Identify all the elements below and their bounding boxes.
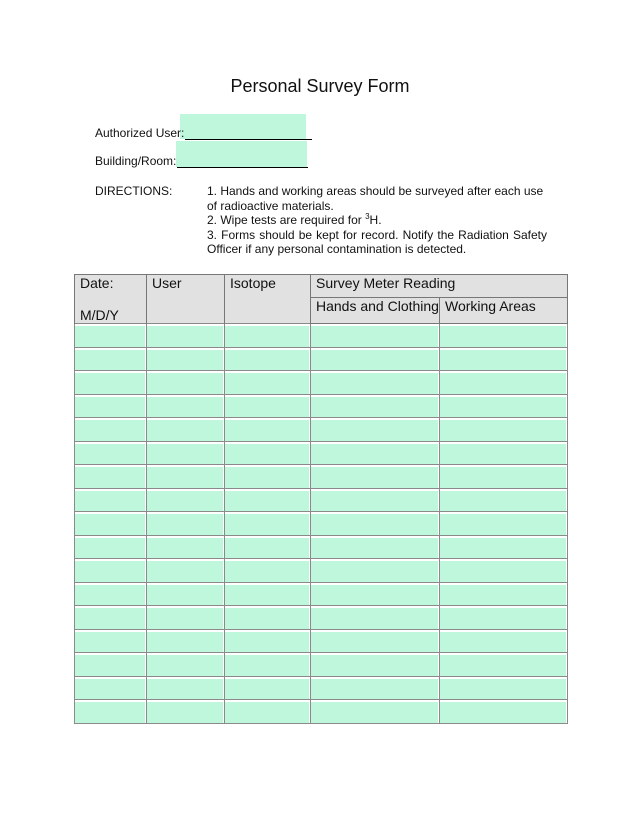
table-cell [75,629,147,653]
table-cell [147,629,225,653]
working-areas-input[interactable] [440,465,567,488]
hands-clothing-input[interactable] [311,583,439,606]
table-row [75,441,568,465]
user-input[interactable] [147,489,224,512]
table-row [75,418,568,442]
user-header: User [147,275,225,324]
table-cell [225,347,311,371]
hands-clothing-input[interactable] [311,465,439,488]
table-cell [311,700,440,724]
table-cell [311,394,440,418]
table-row [75,582,568,606]
building-room-label: Building/Room: [95,154,177,168]
hands-clothing-input[interactable] [311,324,439,347]
table-cell [311,676,440,700]
table-cell [147,653,225,677]
table-row [75,629,568,653]
table-cell [440,465,568,489]
table-cell [147,512,225,536]
hands-clothing-input[interactable] [311,348,439,371]
table-cell [147,418,225,442]
table-row [75,394,568,418]
user-input[interactable] [147,653,224,676]
isotope-input[interactable] [225,630,310,653]
table-row [75,700,568,724]
hands-clothing-input[interactable] [311,395,439,418]
direction-item-2-prefix: 2. Wipe tests are required for [207,213,366,228]
table-cell [75,653,147,677]
date-input[interactable] [75,700,146,723]
table-cell [75,347,147,371]
user-input[interactable] [147,583,224,606]
user-input[interactable] [147,395,224,418]
directions-list [207,184,547,257]
working-areas-header: Working Areas [440,298,568,324]
direction-item-2-suffix: H. [369,213,382,228]
isotope-input[interactable] [225,653,310,676]
user-input[interactable] [147,348,224,371]
working-areas-input[interactable] [440,489,567,512]
working-areas-input[interactable] [440,653,567,676]
table-row [75,559,568,583]
table-cell [225,559,311,583]
working-areas-input[interactable] [440,324,567,347]
date-input[interactable] [75,348,146,371]
isotope-input[interactable] [225,512,310,535]
hands-clothing-header: Hands and Clothing [311,298,440,324]
table-cell [75,606,147,630]
table-cell [225,324,311,348]
isotope-input[interactable] [225,700,310,723]
table-cell [75,371,147,395]
table-cell [440,653,568,677]
table-cell [440,418,568,442]
direction-item-2-superscript: 3 [365,212,370,222]
hands-clothing-input[interactable] [311,677,439,700]
hands-clothing-input[interactable] [311,606,439,629]
table-cell [225,606,311,630]
table-cell [440,347,568,371]
table-cell [225,465,311,489]
date-input[interactable] [75,512,146,535]
user-input[interactable] [147,442,224,465]
table-cell [311,606,440,630]
user-input[interactable] [147,700,224,723]
table-cell [147,606,225,630]
table-cell [75,465,147,489]
table-cell [440,700,568,724]
table-cell [440,606,568,630]
table-cell [311,347,440,371]
isotope-input[interactable] [225,489,310,512]
table-cell [147,582,225,606]
date-input[interactable] [75,371,146,394]
date-input[interactable] [75,324,146,347]
building-room-row [95,153,308,168]
date-input[interactable] [75,583,146,606]
table-cell [440,535,568,559]
table-cell [225,488,311,512]
table-row [75,676,568,700]
page-title: Personal Survey Form [230,76,410,96]
table-cell [75,512,147,536]
working-areas-input[interactable] [440,418,567,441]
hands-clothing-input[interactable] [311,536,439,559]
user-input[interactable] [147,324,224,347]
table-cell [311,324,440,348]
table-cell [440,582,568,606]
table-cell [311,465,440,489]
table-cell [225,676,311,700]
table-cell [225,535,311,559]
table-cell [311,371,440,395]
table-cell [75,700,147,724]
working-areas-input[interactable] [440,677,567,700]
hands-clothing-input[interactable] [311,559,439,582]
date-input[interactable] [75,536,146,559]
user-input[interactable] [147,418,224,441]
authorized-user-label: Authorized User: [95,126,185,140]
working-areas-input[interactable] [440,583,567,606]
table-cell [147,559,225,583]
table-cell [225,418,311,442]
table-cell [440,371,568,395]
table-cell [311,559,440,583]
date-header-label: Date: [80,275,114,291]
hands-clothing-input[interactable] [311,489,439,512]
directions-label: DIRECTIONS: [95,184,173,198]
table-cell [147,371,225,395]
isotope-input[interactable] [225,418,310,441]
hands-clothing-input[interactable] [311,700,439,723]
table-header-row [75,275,568,298]
table-row [75,488,568,512]
hands-clothing-input[interactable] [311,418,439,441]
user-input[interactable] [147,536,224,559]
table-cell [440,676,568,700]
date-input[interactable] [75,606,146,629]
user-input[interactable] [147,606,224,629]
table-cell [75,488,147,512]
working-areas-input[interactable] [440,606,567,629]
authorized-user-row [95,125,312,140]
date-input[interactable] [75,395,146,418]
table-cell [225,582,311,606]
table-cell [147,441,225,465]
working-areas-input[interactable] [440,630,567,653]
table-cell [75,535,147,559]
date-input[interactable] [75,559,146,582]
user-input[interactable] [147,559,224,582]
table-cell [440,324,568,348]
date-input[interactable] [75,418,146,441]
direction-item-2 [207,213,547,228]
hands-clothing-input[interactable] [311,442,439,465]
isotope-input[interactable] [225,348,310,371]
isotope-input[interactable] [225,583,310,606]
survey-log-table [74,274,568,724]
table-row [75,653,568,677]
working-areas-input[interactable] [440,536,567,559]
table-cell [311,629,440,653]
direction-item-1: 1. Hands and working areas should be surveyed after each use of radioactive materials. [207,184,544,213]
table-cell [75,559,147,583]
table-cell [311,653,440,677]
table-body [75,324,568,724]
table-cell [75,418,147,442]
table-cell [75,394,147,418]
table-cell [147,324,225,348]
table-cell [75,582,147,606]
isotope-header: Isotope [225,275,311,324]
table-cell [440,512,568,536]
user-input[interactable] [147,371,224,394]
working-areas-input[interactable] [440,700,567,723]
table-cell [311,418,440,442]
date-input[interactable] [75,489,146,512]
working-areas-input[interactable] [440,512,567,535]
table-row [75,465,568,489]
isotope-input[interactable] [225,677,310,700]
table-row [75,371,568,395]
hands-clothing-input[interactable] [311,630,439,653]
table-cell [440,559,568,583]
table-cell [225,700,311,724]
table-cell [147,535,225,559]
hands-clothing-input[interactable] [311,371,439,394]
date-input[interactable] [75,442,146,465]
table-cell [75,441,147,465]
user-input[interactable] [147,677,224,700]
table-row [75,324,568,348]
table-cell [311,441,440,465]
date-input[interactable] [75,653,146,676]
table-cell [225,394,311,418]
table-cell [225,371,311,395]
direction-item-3: 3. Forms should be kept for record. Notify the Radiation Safety Officer if any personal contamination is detected. [207,227,547,257]
table-cell [225,629,311,653]
table-cell [440,629,568,653]
isotope-input[interactable] [225,442,310,465]
working-areas-input[interactable] [440,348,567,371]
table-cell [75,324,147,348]
table-cell [147,465,225,489]
isotope-input[interactable] [225,606,310,629]
working-areas-input[interactable] [440,442,567,465]
table-cell [225,441,311,465]
table-row [75,535,568,559]
table-cell [311,535,440,559]
date-format-label: M/D/Y [80,307,119,323]
working-areas-input[interactable] [440,559,567,582]
table-cell [440,394,568,418]
date-input[interactable] [75,630,146,653]
working-areas-input[interactable] [440,371,567,394]
table-cell [440,441,568,465]
user-input[interactable] [147,512,224,535]
table-cell [147,394,225,418]
isotope-input[interactable] [225,371,310,394]
authorized-user-input[interactable] [185,125,312,140]
table-cell [225,653,311,677]
hands-clothing-input[interactable] [311,512,439,535]
table-cell [75,676,147,700]
user-input[interactable] [147,465,224,488]
table-cell [311,582,440,606]
isotope-input[interactable] [225,536,310,559]
date-input[interactable] [75,677,146,700]
working-areas-input[interactable] [440,395,567,418]
table-row [75,606,568,630]
hands-clothing-input[interactable] [311,653,439,676]
table-cell [311,512,440,536]
isotope-input[interactable] [225,465,310,488]
table-cell [311,488,440,512]
table-cell [147,488,225,512]
building-room-input[interactable] [177,153,308,168]
table-cell [147,700,225,724]
isotope-input[interactable] [225,559,310,582]
table-cell [147,676,225,700]
table-row [75,512,568,536]
date-header [75,275,147,324]
table-cell [147,347,225,371]
date-input[interactable] [75,465,146,488]
table-cell [225,512,311,536]
isotope-input[interactable] [225,395,310,418]
table-cell [440,488,568,512]
user-input[interactable] [147,630,224,653]
table-row [75,347,568,371]
isotope-input[interactable] [225,324,310,347]
survey-meter-reading-header: Survey Meter Reading [311,275,568,298]
